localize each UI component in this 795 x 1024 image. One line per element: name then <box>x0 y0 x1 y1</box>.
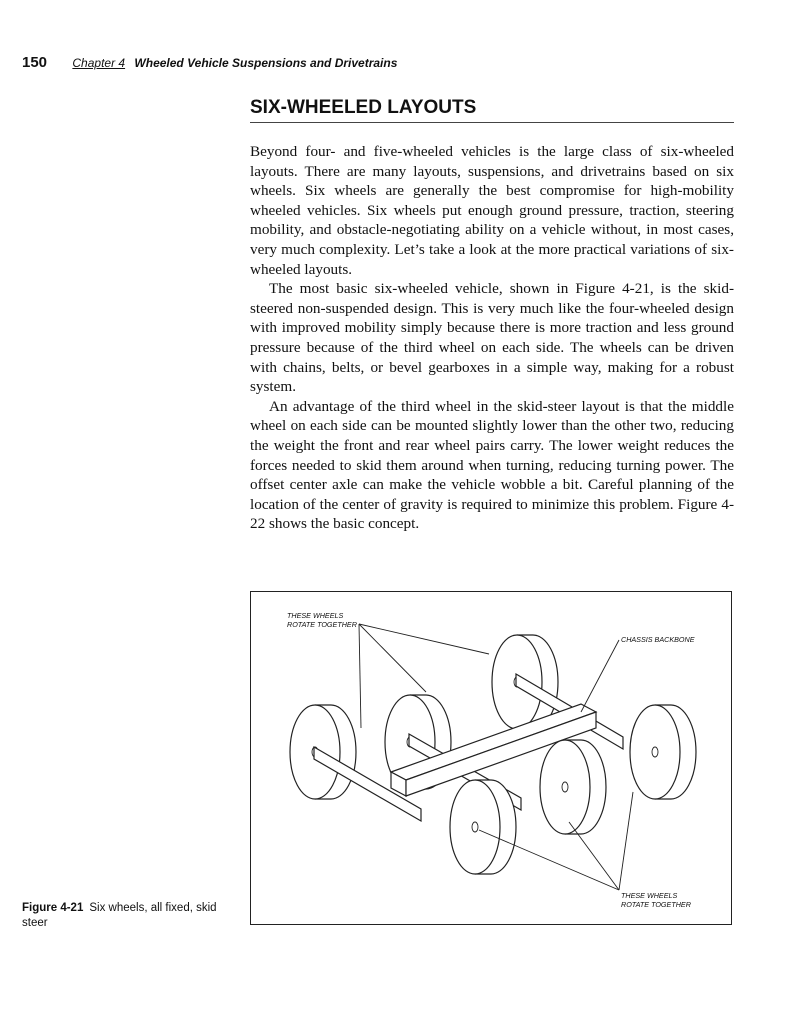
wheel-right-rear <box>630 705 696 799</box>
label-bottom-line2: ROTATE TOGETHER <box>621 900 691 909</box>
caption-text: Six wheels, all fixed, skid steer <box>22 902 217 929</box>
paragraph: Beyond four- and five-wheeled vehicles is the large class of six-wheeled layouts. There are many layouts, suspensions, and drivetrains based on six wheels. Six wheels are generally the best compromise for high-mobility wheeled vehicles. Six wheels put enough ground pressure, traction, steering mobility, and obstacle-negotiating ability on a vehicle without, in most cases, very much complexity. Let’s take a look at the more practical variations of six-wheeled layouts. <box>250 143 734 278</box>
leader-line <box>619 792 633 890</box>
label-top-line1: THESE WHEELS <box>287 611 344 620</box>
leader-line <box>581 640 619 712</box>
running-header <box>22 54 397 71</box>
figure-caption <box>22 901 222 931</box>
wheel-right-front <box>450 780 516 874</box>
page-number: 150 <box>22 54 48 71</box>
paragraph: An advantage of the third wheel in the skid-steer layout is that the middle wheel on each side can be mounted slightly lower than the other two, reducing the weight the front and rear wheel pairs carry. The lower weight reduces the forces needed to skid them around when turning, reducing turning power. The offset center axle can make the vehicle wobble a bit. Careful planning of the location of the center of gravity is required to minimize this problem. Figure 4-22 shows the basic concept. <box>250 397 734 533</box>
paragraph: The most basic six-wheeled vehicle, shown in Figure 4-21, is the skid-steered non-suspended design. This is very much like the four-wheeled design with improved mobility simply because there is more traction and less ground pressure because of the third wheel on each side. The wheels can be driven with chains, belts, or bevel gearboxes in a simple way, making for a robust system. <box>250 280 734 396</box>
six-wheel-diagram <box>251 592 733 926</box>
leader-line <box>359 624 426 692</box>
label-chassis-backbone: CHASSIS BACKBONE <box>621 635 695 644</box>
wheel-right-middle <box>540 740 606 834</box>
chapter-link[interactable]: Chapter 4 <box>72 56 126 70</box>
section-title: SIX-WHEELED LAYOUTS <box>250 97 734 123</box>
leader-line <box>359 624 361 728</box>
label-bottom-line1: THESE WHEELS <box>621 891 678 900</box>
chapter-title: Wheeled Vehicle Suspensions and Drivetrains <box>134 56 398 70</box>
figure-4-21 <box>250 591 732 925</box>
label-top-line2: ROTATE TOGETHER <box>287 620 357 629</box>
caption-figure-number: Figure 4-21 <box>22 902 84 914</box>
leader-line <box>359 624 489 654</box>
leader-line <box>569 822 619 890</box>
body-text <box>250 142 734 534</box>
